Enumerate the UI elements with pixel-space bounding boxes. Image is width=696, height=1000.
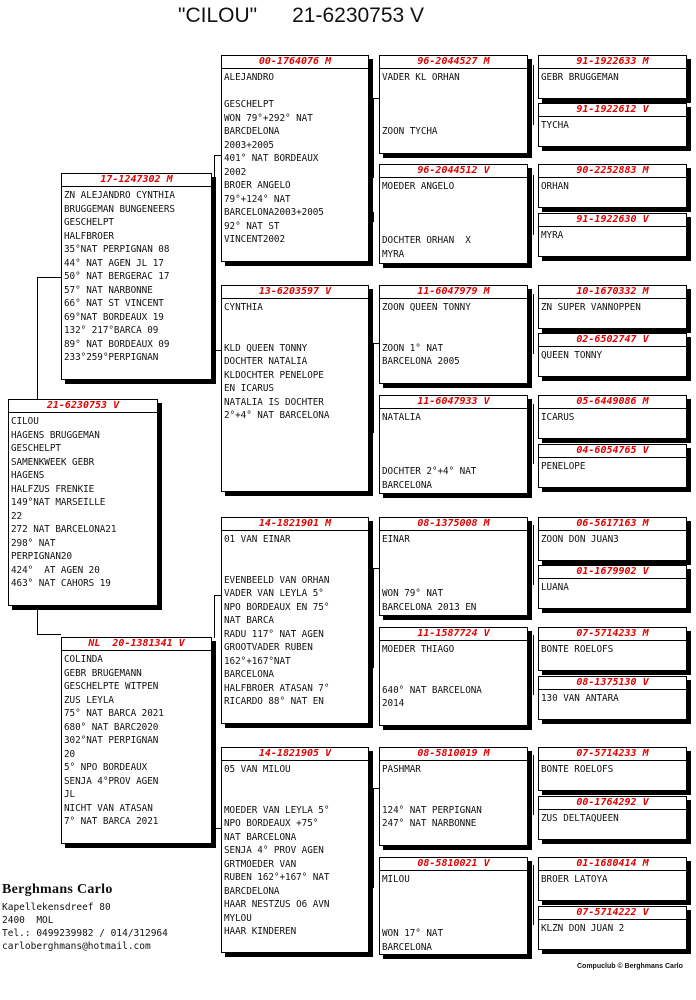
connector-line <box>533 175 534 235</box>
pedigree-box-gen3 <box>379 164 528 264</box>
owner-city: 2400 MOL <box>2 915 54 926</box>
connector-line <box>214 595 221 596</box>
bird-description: ZUS DELTAQUEEN <box>541 813 619 824</box>
owner-phone: Tel.: 0499239982 / 014/312964 <box>2 928 168 939</box>
pedigree-box-gen4 <box>538 906 687 950</box>
pedigree-box-granddam-paternal <box>221 285 369 492</box>
ring-number: 07-5714222 V <box>539 907 686 920</box>
connector-line <box>214 350 221 351</box>
bird-description: BONTE ROELOFS <box>541 644 614 655</box>
ring-number: 00-1764076 M <box>222 56 368 69</box>
pedigree-box-gen4 <box>538 676 687 720</box>
pedigree-box-granddam-maternal <box>221 747 369 953</box>
bird-description: 01 VAN EINAR EVENBEELD VAN ORHAN VADER VAN LEYLA 5° NPO BORDEAUX EN 75° NAT BARCA RADU 117° NAT AGEN GROOTVADER RUBEN 162°+167°NAT BARCELONA HALFBROER ATASAN 7° RICARDO 88° NAT EN <box>224 534 330 707</box>
connector-line <box>533 865 534 925</box>
ring-number: 00-1764292 V <box>539 797 686 810</box>
pedigree-box-gen4 <box>538 565 687 609</box>
connector-line <box>373 98 374 178</box>
title-ring: 21-6230753 V <box>292 4 425 27</box>
connector-line <box>37 606 38 634</box>
pedigree-box-gen3 <box>379 857 528 955</box>
pedigree-box-gen4 <box>538 627 687 671</box>
ring-number: 14-1821901 M <box>222 518 368 531</box>
connector-line <box>37 277 61 278</box>
connector-line <box>533 525 534 585</box>
pedigree-box-gen4 <box>538 444 687 488</box>
ring-number: 11-6047933 V <box>380 396 527 409</box>
bird-description: ZN ALEJANDRO CYNTHIA BRUGGEMAN BUNGENEERS GESCHELPT HALFBROER 35°NAT PERPIGNAN 08 44° NAT AGEN JL 17 50° NAT BERGERAC 17 57° NAT NARBONNE 66° NAT ST VINCENT 69°NAT BORDEAUX 19 132° 217°BARCA 09 89° NAT BORDEAUX 09 233°259°PERPIGNAN <box>64 190 175 363</box>
bird-description: 05 VAN MILOU MOEDER VAN LEYLA 5° NPO BORDEAUX +75° NAT BARCELONA SENJA 4° PROV AGEN GRTMOEDER VAN RUBEN 162°+167° NAT BARCDELONA HAAR NESTZUS O6 AVN MYLOU HAAR KINDEREN <box>224 764 330 937</box>
ring-number: 07-5714233 M <box>539 748 686 761</box>
pedigree-box-gen4 <box>538 857 687 901</box>
connector-line <box>214 350 215 380</box>
pedigree-box-gen3 <box>379 55 528 154</box>
ring-number: 02-6502747 V <box>539 334 686 347</box>
bird-description: MOEDER THIAGO 640° NAT BARCELONA 2014 <box>382 644 482 709</box>
bird-description: PENELOPE <box>541 461 586 472</box>
ring-number: 05-6449086 M <box>539 396 686 409</box>
bird-description: ZOON QUEEN TONNY ZOON 1° NAT BARCELONA 2005 <box>382 302 471 367</box>
pedigree-box-gen3 <box>379 517 528 616</box>
pedigree-box-subject <box>8 399 158 606</box>
pedigree-box-gen4 <box>538 796 687 840</box>
owner-block <box>2 882 168 953</box>
connector-line <box>37 277 38 399</box>
pedigree-box-gen4 <box>538 103 687 147</box>
bird-description: VADER KL ORHAN ZOON TYCHA <box>382 72 460 137</box>
ring-number: 01-1680414 M <box>539 858 686 871</box>
pedigree-box-gen4 <box>538 333 687 377</box>
bird-description: ZOON DON JUAN3 <box>541 534 619 545</box>
pedigree-box-sire <box>61 173 212 380</box>
bird-description: NATALIA DOCHTER 2°+4° NAT BARCELONA <box>382 412 477 491</box>
ring-number: 91-1922612 V <box>539 104 686 117</box>
bird-description: EINAR WON 79° NAT BARCELONA 2013 EN <box>382 534 477 613</box>
pedigree-box-gen3 <box>379 747 528 846</box>
ring-number: 04-6054765 V <box>539 445 686 458</box>
pedigree-box-gen4 <box>538 213 687 257</box>
pedigree-box-gen3 <box>379 627 528 726</box>
ring-number: 08-5810021 V <box>380 858 527 871</box>
bird-description: MOEDER ANGELO DOCHTER ORHAN X MYRA <box>382 181 471 260</box>
ring-number: 91-1922633 M <box>539 56 686 69</box>
pedigree-box-gen3 <box>379 285 528 384</box>
connector-line <box>373 568 374 668</box>
connector-line <box>214 828 215 848</box>
ring-number: 08-1375008 M <box>380 518 527 531</box>
connector-line <box>533 294 534 354</box>
bird-description: MILOU WON 17° NAT BARCELONA <box>382 874 444 953</box>
connector-line <box>214 155 215 265</box>
ring-number: 96-2044527 M <box>380 56 527 69</box>
ring-number: 06-5617163 M <box>539 518 686 531</box>
copyright-notice: Compuclub © Berghmans Carlo <box>577 963 683 970</box>
ring-number: 11-6047979 M <box>380 286 527 299</box>
connector-line <box>533 404 534 464</box>
pedigree-box-gen4 <box>538 164 687 208</box>
connector-line <box>214 828 221 829</box>
ring-number: 21-6230753 V <box>9 400 157 413</box>
bird-description: TYCHA <box>541 120 569 131</box>
bird-description: KLZN DON JUAN 2 <box>541 923 625 934</box>
pedigree-box-gen4 <box>538 285 687 329</box>
ring-number: 10-1670332 M <box>539 286 686 299</box>
pedigree-box-gen4 <box>538 55 687 99</box>
owner-email[interactable]: carloberghmans@hotmail.com <box>2 941 151 952</box>
ring-number: 14-1821905 V <box>222 748 368 761</box>
bird-description: LUANA <box>541 582 569 593</box>
pedigree-box-gen3 <box>379 395 528 494</box>
bird-description: BONTE ROELOFS <box>541 764 614 775</box>
connector-line <box>214 155 221 156</box>
bird-description: ORHAN <box>541 181 569 192</box>
bird-description: MYRA <box>541 230 564 241</box>
pedigree-box-gen4 <box>538 395 687 439</box>
ring-number: 91-1922630 V <box>539 214 686 227</box>
pedigree-box-grandsire-paternal <box>221 55 369 262</box>
connector-line <box>533 755 534 815</box>
ring-number: 90-2252883 M <box>539 165 686 178</box>
connector-line <box>533 635 534 695</box>
ring-number: 07-5714233 M <box>539 628 686 641</box>
connector-line <box>373 212 374 222</box>
connector-line <box>533 65 534 125</box>
ring-number: NL 20-1381341 V <box>62 638 211 651</box>
bird-description: COLINDA GEBR BRUGEMANN GESCHELPTE WITPEN ZUS LEYLA 75° NAT BARCA 2021 680° NAT BARC2020 302°NAT PERPIGNAN 20 5° NPO BORDEAUX SENJA 4°PROV AGEN JL NICHT VAN ATASAN 7° NAT BARCA 2021 <box>64 654 164 827</box>
pedigree-box-grandsire-maternal <box>221 517 369 724</box>
bird-description: CILOU HAGENS BRUGGEMAN GESCHELPT SAMENKWEEK GEBR HAGENS HALFZUS FRENKIE 149°NAT MARSEILLE 22 272 NAT BARCELONA21 298° NAT PERPIGNAN20 424° AT AGEN 20 463° NAT CAHORS 19 <box>11 416 117 589</box>
ring-number: 01-1679902 V <box>539 566 686 579</box>
bird-description: ZN SUPER VANNOPPEN <box>541 302 641 313</box>
ring-number: 08-1375130 V <box>539 677 686 690</box>
page-title <box>178 4 424 28</box>
bird-description: QUEEN TONNY <box>541 350 603 361</box>
bird-description: ALEJANDRO GESCHELPT WON 79°+292° NAT BARCDELONA 2003+2005 401° NAT BORDEAUX 2002 BROER ANGELO 79°+124° NAT BARCELONA2003+2005 92° NAT ST VINCENT2002 <box>224 72 324 245</box>
ring-number: 13-6203597 V <box>222 286 368 299</box>
bird-description: BROER LATOYA <box>541 874 608 885</box>
connector-line <box>373 343 374 433</box>
pedigree-box-gen4 <box>538 517 687 561</box>
ring-number: 08-5810019 M <box>380 748 527 761</box>
ring-number: 96-2044512 V <box>380 165 527 178</box>
connector-line <box>373 788 374 888</box>
connector-line <box>214 595 215 638</box>
owner-name: Berghmans Carlo <box>2 882 113 897</box>
ring-number: 11-1587724 V <box>380 628 527 641</box>
pedigree-box-dam <box>61 637 212 844</box>
bird-description: ICARUS <box>541 412 575 423</box>
pedigree-box-gen4 <box>538 747 687 791</box>
owner-street: Kapellekensdreef 80 <box>2 902 111 913</box>
title-name: "CILOU" <box>178 4 258 27</box>
bird-description: GEBR BRUGGEMAN <box>541 72 619 83</box>
ring-number: 17-1247302 M <box>62 174 211 187</box>
bird-description: PASHMAR 124° NAT PERPIGNAN 247° NAT NARBONNE <box>382 764 482 829</box>
bird-description: CYNTHIA KLD QUEEN TONNY DOCHTER NATALIA KLDOCHTER PENELOPE EN ICARUS NATALIA IS DOCHTER 2°+4° NAT BARCELONA <box>224 302 330 421</box>
bird-description: 130 VAN ANTARA <box>541 693 619 704</box>
connector-line <box>37 634 61 635</box>
